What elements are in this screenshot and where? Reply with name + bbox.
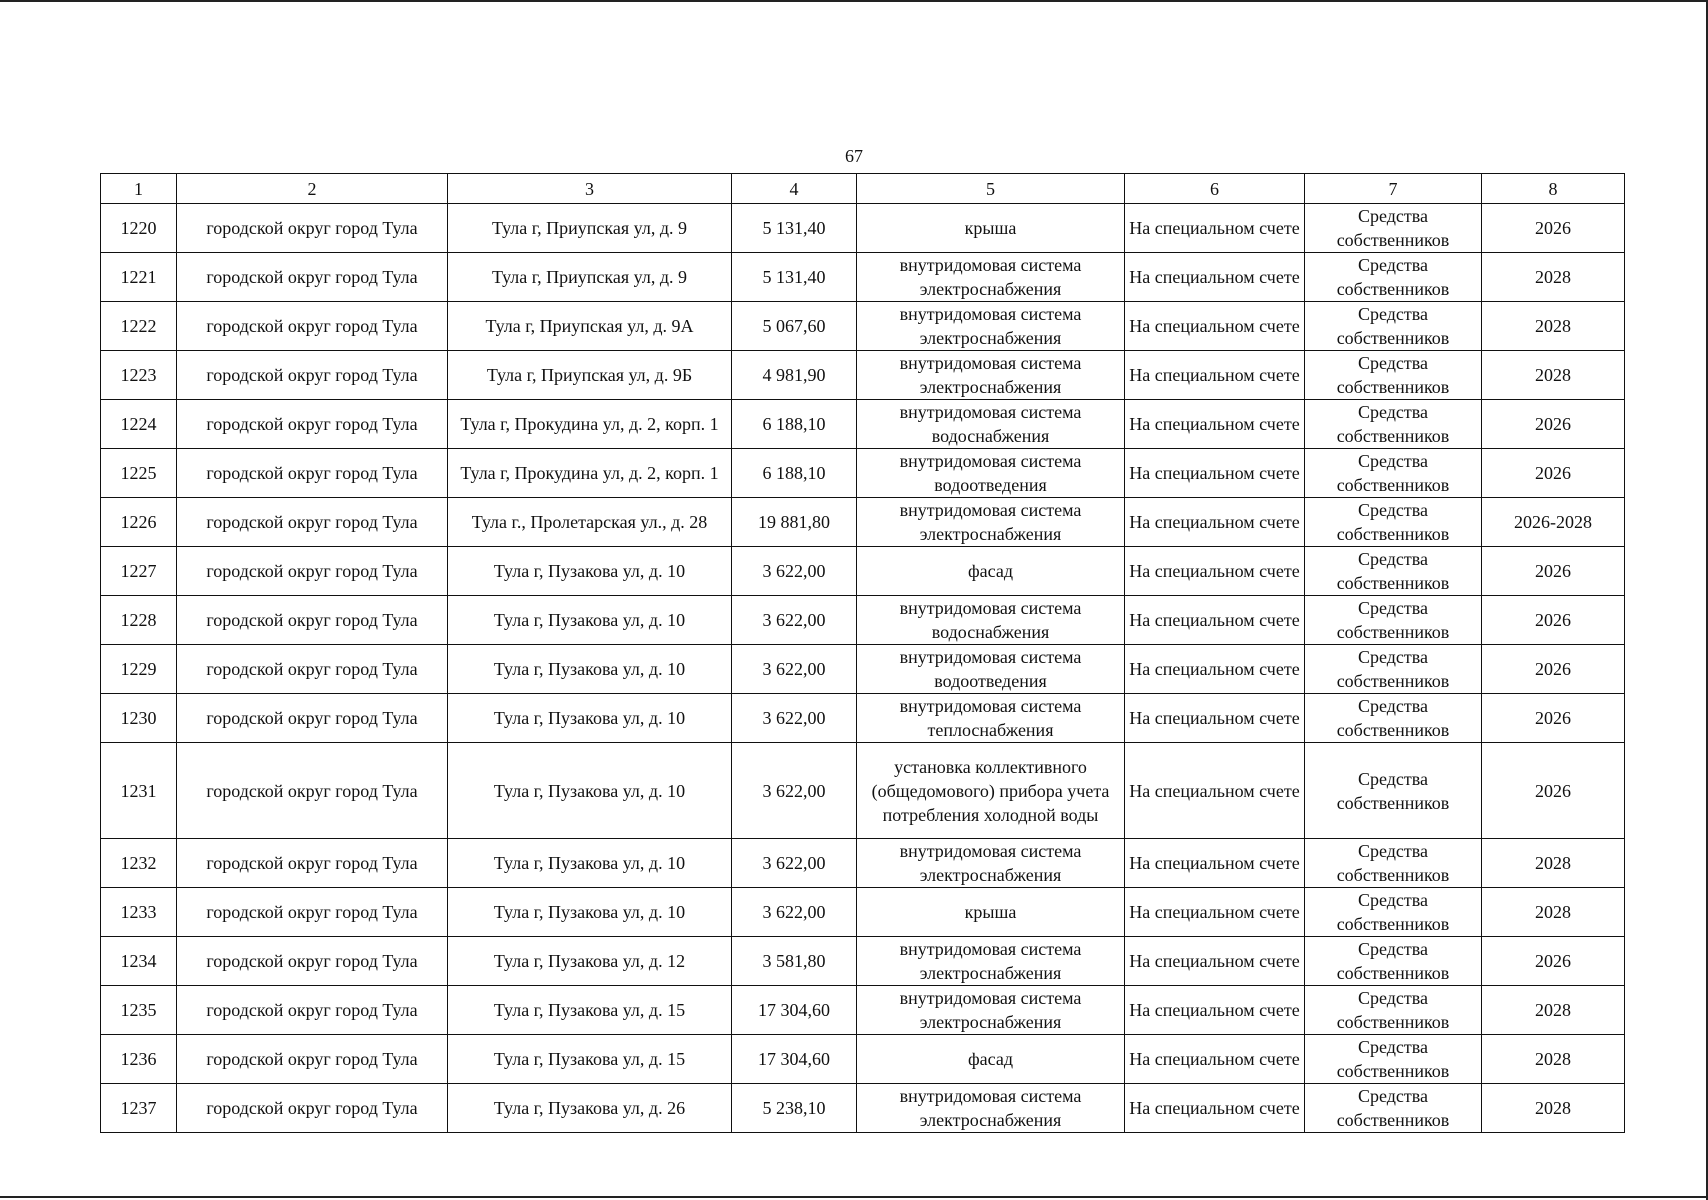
funding-source-cell: Средства собственников [1305, 400, 1482, 449]
area-cell: 3 622,00 [732, 547, 857, 596]
row-number-cell: 1225 [101, 449, 177, 498]
fund-method-cell: На специальном счете [1125, 839, 1305, 888]
area-cell: 17 304,60 [732, 986, 857, 1035]
fund-method-cell: На специальном счете [1125, 937, 1305, 986]
table-row [101, 645, 1625, 694]
area-cell: 5 131,40 [732, 253, 857, 302]
column-number: 8 [1482, 174, 1625, 204]
year-cell: 2026 [1482, 547, 1625, 596]
area-cell: 3 581,80 [732, 937, 857, 986]
column-number: 1 [101, 174, 177, 204]
table-row [101, 937, 1625, 986]
fund-method-cell: На специальном счете [1125, 253, 1305, 302]
table-row [101, 253, 1625, 302]
funding-source-cell: Средства собственников [1305, 351, 1482, 400]
work-type-cell: установка коллективного (общедомового) прибора учета потребления холодной воды [857, 743, 1125, 839]
row-number-cell: 1223 [101, 351, 177, 400]
table-row [101, 449, 1625, 498]
municipality-cell: городской округ город Тула [177, 498, 448, 547]
table-row [101, 596, 1625, 645]
area-cell: 5 238,10 [732, 1084, 857, 1133]
municipality-cell: городской округ город Тула [177, 547, 448, 596]
row-number-cell: 1221 [101, 253, 177, 302]
funding-source-cell: Средства собственников [1305, 498, 1482, 547]
table-body [101, 174, 1625, 1133]
table-row [101, 547, 1625, 596]
fund-method-cell: На специальном счете [1125, 351, 1305, 400]
address-cell: Тула г, Пузакова ул, д. 10 [448, 645, 732, 694]
row-number-cell: 1230 [101, 694, 177, 743]
funding-source-cell: Средства собственников [1305, 694, 1482, 743]
municipality-cell: городской округ город Тула [177, 449, 448, 498]
address-cell: Тула г, Пузакова ул, д. 15 [448, 1035, 732, 1084]
municipality-cell: городской округ город Тула [177, 302, 448, 351]
work-type-cell: крыша [857, 888, 1125, 937]
row-number-cell: 1237 [101, 1084, 177, 1133]
fund-method-cell: На специальном счете [1125, 1084, 1305, 1133]
work-type-cell: внутридомовая система водоснабжения [857, 400, 1125, 449]
funding-source-cell: Средства собственников [1305, 1035, 1482, 1084]
column-number: 3 [448, 174, 732, 204]
funding-source-cell: Средства собственников [1305, 253, 1482, 302]
municipality-cell: городской округ город Тула [177, 839, 448, 888]
area-cell: 6 188,10 [732, 400, 857, 449]
row-number-cell: 1236 [101, 1035, 177, 1084]
municipality-cell: городской округ город Тула [177, 645, 448, 694]
row-number-cell: 1220 [101, 204, 177, 253]
column-number: 2 [177, 174, 448, 204]
row-number-cell: 1227 [101, 547, 177, 596]
fund-method-cell: На специальном счете [1125, 645, 1305, 694]
address-cell: Тула г, Приупская ул, д. 9А [448, 302, 732, 351]
table-row [101, 694, 1625, 743]
area-cell: 4 981,90 [732, 351, 857, 400]
year-cell: 2028 [1482, 986, 1625, 1035]
table-row [101, 839, 1625, 888]
year-cell: 2026 [1482, 596, 1625, 645]
year-cell: 2026 [1482, 645, 1625, 694]
area-cell: 3 622,00 [732, 743, 857, 839]
row-number-cell: 1226 [101, 498, 177, 547]
row-number-cell: 1229 [101, 645, 177, 694]
funding-source-cell: Средства собственников [1305, 449, 1482, 498]
work-type-cell: внутридомовая система водоотведения [857, 449, 1125, 498]
municipality-cell: городской округ город Тула [177, 351, 448, 400]
year-cell: 2026 [1482, 204, 1625, 253]
page-number: 67 [845, 146, 863, 166]
column-number: 4 [732, 174, 857, 204]
fund-method-cell: На специальном счете [1125, 400, 1305, 449]
fund-method-cell: На специальном счете [1125, 1035, 1305, 1084]
year-cell: 2026-2028 [1482, 498, 1625, 547]
work-type-cell: внутридомовая система электроснабжения [857, 986, 1125, 1035]
year-cell: 2026 [1482, 400, 1625, 449]
funding-source-cell: Средства собственников [1305, 888, 1482, 937]
address-cell: Тула г., Пролетарская ул., д. 28 [448, 498, 732, 547]
work-type-cell: фасад [857, 1035, 1125, 1084]
table-row [101, 204, 1625, 253]
funding-source-cell: Средства собственников [1305, 204, 1482, 253]
area-cell: 3 622,00 [732, 888, 857, 937]
year-cell: 2026 [1482, 449, 1625, 498]
fund-method-cell: На специальном счете [1125, 204, 1305, 253]
row-number-cell: 1222 [101, 302, 177, 351]
row-number-cell: 1231 [101, 743, 177, 839]
fund-method-cell: На специальном счете [1125, 986, 1305, 1035]
row-number-cell: 1233 [101, 888, 177, 937]
funding-source-cell: Средства собственников [1305, 547, 1482, 596]
address-cell: Тула г, Пузакова ул, д. 10 [448, 888, 732, 937]
column-number: 6 [1125, 174, 1305, 204]
work-type-cell: внутридомовая система электроснабжения [857, 351, 1125, 400]
area-cell: 17 304,60 [732, 1035, 857, 1084]
table-row [101, 986, 1625, 1035]
work-type-cell: фасад [857, 547, 1125, 596]
address-cell: Тула г, Пузакова ул, д. 10 [448, 694, 732, 743]
address-cell: Тула г, Пузакова ул, д. 26 [448, 1084, 732, 1133]
fund-method-cell: На специальном счете [1125, 498, 1305, 547]
funding-source-cell: Средства собственников [1305, 1084, 1482, 1133]
work-type-cell: внутридомовая система электроснабжения [857, 302, 1125, 351]
municipality-cell: городской округ город Тула [177, 1084, 448, 1133]
work-type-cell: внутридомовая система теплоснабжения [857, 694, 1125, 743]
scan-edge-top [0, 0, 1708, 2]
row-number-cell: 1234 [101, 937, 177, 986]
table-row [101, 1035, 1625, 1084]
work-type-cell: внутридомовая система электроснабжения [857, 498, 1125, 547]
funding-source-cell: Средства собственников [1305, 937, 1482, 986]
address-cell: Тула г, Прокудина ул, д. 2, корп. 1 [448, 449, 732, 498]
fund-method-cell: На специальном счете [1125, 547, 1305, 596]
fund-method-cell: На специальном счете [1125, 449, 1305, 498]
funding-source-cell: Средства собственников [1305, 743, 1482, 839]
funding-source-cell: Средства собственников [1305, 645, 1482, 694]
column-number: 7 [1305, 174, 1482, 204]
column-number: 5 [857, 174, 1125, 204]
year-cell: 2026 [1482, 937, 1625, 986]
year-cell: 2028 [1482, 839, 1625, 888]
funding-source-cell: Средства собственников [1305, 596, 1482, 645]
year-cell: 2028 [1482, 1084, 1625, 1133]
fund-method-cell: На специальном счете [1125, 596, 1305, 645]
municipality-cell: городской округ город Тула [177, 888, 448, 937]
municipality-cell: городской округ город Тула [177, 986, 448, 1035]
area-cell: 5 131,40 [732, 204, 857, 253]
funding-source-cell: Средства собственников [1305, 302, 1482, 351]
municipality-cell: городской округ город Тула [177, 1035, 448, 1084]
address-cell: Тула г, Пузакова ул, д. 10 [448, 547, 732, 596]
year-cell: 2028 [1482, 351, 1625, 400]
table-row [101, 302, 1625, 351]
municipality-cell: городской округ город Тула [177, 596, 448, 645]
address-cell: Тула г, Пузакова ул, д. 10 [448, 743, 732, 839]
scan-edge-bottom [0, 1196, 1708, 1198]
year-cell: 2028 [1482, 888, 1625, 937]
table-row [101, 888, 1625, 937]
work-type-cell: внутридомовая система водоснабжения [857, 596, 1125, 645]
municipality-cell: городской округ город Тула [177, 253, 448, 302]
address-cell: Тула г, Пузакова ул, д. 10 [448, 596, 732, 645]
column-number-row [101, 174, 1625, 204]
work-type-cell: внутридомовая система электроснабжения [857, 839, 1125, 888]
area-cell: 3 622,00 [732, 596, 857, 645]
municipality-cell: городской округ город Тула [177, 743, 448, 839]
municipality-cell: городской округ город Тула [177, 400, 448, 449]
work-type-cell: внутридомовая система электроснабжения [857, 253, 1125, 302]
address-cell: Тула г, Пузакова ул, д. 15 [448, 986, 732, 1035]
year-cell: 2028 [1482, 1035, 1625, 1084]
work-type-cell: внутридомовая система электроснабжения [857, 1084, 1125, 1133]
year-cell: 2026 [1482, 743, 1625, 839]
address-cell: Тула г, Приупская ул, д. 9Б [448, 351, 732, 400]
table-row [101, 743, 1625, 839]
area-cell: 3 622,00 [732, 694, 857, 743]
funding-source-cell: Средства собственников [1305, 986, 1482, 1035]
area-cell: 6 188,10 [732, 449, 857, 498]
area-cell: 3 622,00 [732, 645, 857, 694]
work-type-cell: внутридомовая система водоотведения [857, 645, 1125, 694]
fund-method-cell: На специальном счете [1125, 888, 1305, 937]
row-number-cell: 1232 [101, 839, 177, 888]
fund-method-cell: На специальном счете [1125, 694, 1305, 743]
address-cell: Тула г, Пузакова ул, д. 12 [448, 937, 732, 986]
work-type-cell: внутридомовая система электроснабжения [857, 937, 1125, 986]
table-row [101, 351, 1625, 400]
address-cell: Тула г, Приупская ул, д. 9 [448, 204, 732, 253]
year-cell: 2026 [1482, 694, 1625, 743]
table-row [101, 1084, 1625, 1133]
funding-source-cell: Средства собственников [1305, 839, 1482, 888]
area-cell: 5 067,60 [732, 302, 857, 351]
municipality-cell: городской округ город Тула [177, 694, 448, 743]
municipality-cell: городской округ город Тула [177, 204, 448, 253]
table-row [101, 498, 1625, 547]
address-cell: Тула г, Прокудина ул, д. 2, корп. 1 [448, 400, 732, 449]
work-type-cell: крыша [857, 204, 1125, 253]
table-row [101, 400, 1625, 449]
year-cell: 2028 [1482, 253, 1625, 302]
repair-program-table [100, 173, 1625, 1133]
row-number-cell: 1228 [101, 596, 177, 645]
row-number-cell: 1235 [101, 986, 177, 1035]
year-cell: 2028 [1482, 302, 1625, 351]
fund-method-cell: На специальном счете [1125, 743, 1305, 839]
address-cell: Тула г, Приупская ул, д. 9 [448, 253, 732, 302]
municipality-cell: городской округ город Тула [177, 937, 448, 986]
area-cell: 3 622,00 [732, 839, 857, 888]
fund-method-cell: На специальном счете [1125, 302, 1305, 351]
row-number-cell: 1224 [101, 400, 177, 449]
area-cell: 19 881,80 [732, 498, 857, 547]
address-cell: Тула г, Пузакова ул, д. 10 [448, 839, 732, 888]
